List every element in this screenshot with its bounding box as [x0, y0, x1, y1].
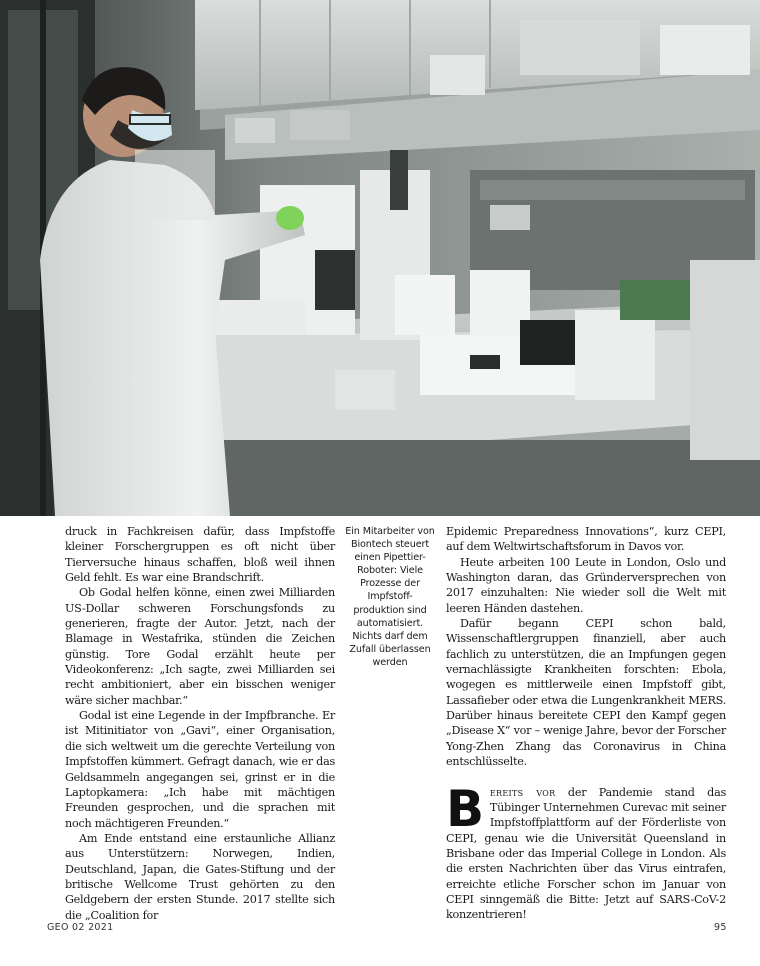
drop-cap: B — [446, 779, 484, 838]
lead-in-smallcaps: ereits vor — [489, 785, 556, 799]
text-column-left — [65, 524, 335, 923]
text-column-right — [446, 524, 726, 923]
paragraph: Ob Godal helfen könne, einen zwei Milliarden US-Dollar schweren Forschungsfonds zu generieren, fragte der Autor. Jetzt, nach der Blamage in Westafrika, stünden die Zeichen günstig. Tore Godal erzählt heute per Videokonferenz: „Ich sagte, zwei Milliarden sei recht ambitioniert, aber ein bisschen weniger wäre sicher machbar.“ — [65, 586, 335, 707]
paragraph: Heute arbeiten 100 Leute in London, Oslo und Washington daran, das Gründerversprechen von 2017 einzuhalten: Nie wieder soll die Welt mit leeren Händen dastehen. — [446, 555, 726, 615]
paragraph: der Pandemie stand das Tübinger Unternehmen Curevac mit seiner Impfstoffplattform auf der Förderliste von CEPI, genau wie die Universität Queensland in Brisbane oder das Imperial College in London. Als die ersten Nachrichten über das Virus eintrafen, erreichte etliche Forscher schon im Januar von CEPI sinngemäß die Bitte: Jetzt auf SARS-CoV-2 konzentrieren! — [446, 785, 726, 922]
paragraph: Epidemic Preparedness Innovations“, kurz CEPI, auf dem Weltwirtschaftsforum in Davos vor. — [446, 525, 726, 554]
paragraph: Godal ist eine Legende in der Impfbranche. Er ist Mitinitiator von „Gavi“, einer Organisation, die sich weltweit um die gerechte Verteilung von Impfstoffen kümmert. Gefragt danach, wie er das Geldsammeln angegangen sei, grinst er in die Laptopkamera: „Ich habe mit mächtigen Freunden gesprochen, und die sprachen mit noch mächtigeren Freunden.“ — [65, 709, 335, 830]
section-start — [446, 779, 726, 923]
paragraph: druck in Fachkreisen dafür, dass Impfstoffe kleiner Forschergruppen es oft nicht über Tierversuche hinaus schaffen, bloß weil ihnen Geld fehlt. Es war eine Brandschrift. — [65, 525, 335, 585]
photo-caption: Ein Mitarbeiter von Biontech steuert einen Pipettier-Roboter: Viele Prozesse der Impfstoff-produktion sind automatisiert. Nichts darf dem Zufall überlassen werden — [345, 526, 435, 668]
paragraph: Am Ende entstand eine erstaunliche Allianz aus Unterstützern: Norwegen, Indien, Deutschland, Japan, die Gates-Stiftung und der britische Wellcome Trust gehörten zu den Geldgebern der ersten Stunde. 2017 stellte sich die „Coalition for — [65, 831, 335, 922]
magazine-issue: GEO 02 2021 — [47, 922, 114, 933]
paragraph: Dafür begann CEPI schon bald, Wissenschaftlergruppen finanziell, aber auch fachlich zu unterstützen, die an Impfungen gegen vernachlässigte Krankheiten forschten: Ebola, wogegen es mittlerweile einen Impfstoff gibt, Lassafieber oder etwa die Lungenkrankheit MERS. Darüber hinaus bereitete CEPI den Kampf gegen „Disease X“ vor – wenige Jahre, bevor der Forscher Yong-Zhen Zhang das Coronavirus in China entschlüsselte. — [446, 617, 726, 769]
page-number: 95 — [714, 922, 727, 933]
